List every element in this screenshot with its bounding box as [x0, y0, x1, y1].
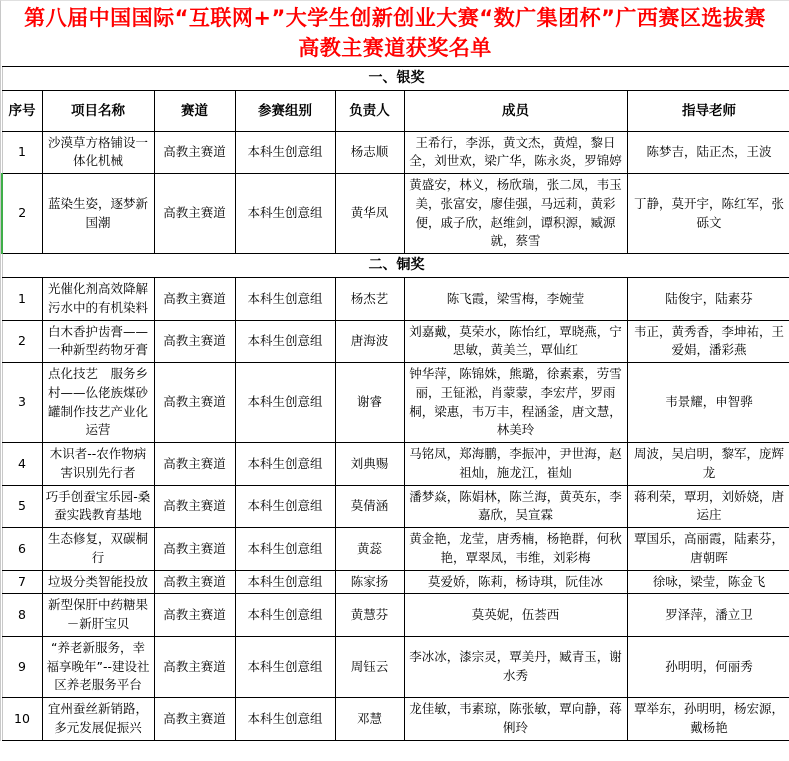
members-cell: 钟华萍，陈锦姝，熊璐，徐素素，劳雪丽，王钲淞，肖蒙蒙，李宏芹，罗雨桐，梁惠，韦万丰，程涵釜，唐文慧，林美玲 — [404, 363, 627, 443]
table-row — [2, 570, 789, 594]
track-cell: 高教主赛道 — [154, 443, 235, 486]
teachers-cell: 陆俊宇，陆素芬 — [627, 278, 789, 321]
members-cell: 黄金艳，龙莹，唐秀楠，杨艳群，何秋艳，覃翠凤，韦维，刘彩梅 — [404, 528, 627, 571]
project-name-cell: 垃圾分类智能投放 — [42, 570, 154, 594]
column-header: 指导老师 — [627, 90, 789, 131]
group-cell: 本科生创意组 — [235, 363, 335, 443]
document-title-line2: 高教主赛道获奖名单 — [298, 35, 492, 60]
leader-cell: 杨志顺 — [335, 131, 404, 174]
row-no-cell: 2 — [2, 320, 42, 363]
leader-cell: 邓慧 — [335, 698, 404, 741]
members-cell: 李冰冰，漆宗灵，覃美丹，臧青玉，谢水秀 — [404, 636, 627, 697]
project-name-cell: 生态修复，双碳桐行 — [42, 528, 154, 571]
section-row — [2, 254, 789, 278]
group-cell: 本科生创意组 — [235, 594, 335, 637]
leader-cell: 刘典赐 — [335, 443, 404, 486]
leader-cell: 莫倩涵 — [335, 485, 404, 528]
row-no-cell: 9 — [2, 636, 42, 697]
track-cell: 高教主赛道 — [154, 570, 235, 594]
column-header: 成员 — [404, 90, 627, 131]
project-name-cell: 点化技艺 服务乡村——仫佬族煤砂罐制作技艺产业化运营 — [42, 363, 154, 443]
members-cell: 龙佳敏，韦素琼，陈张敏，覃向静，蒋俐玲 — [404, 698, 627, 741]
members-cell: 莫英妮，伍荟西 — [404, 594, 627, 637]
teachers-cell: 孙明明，何丽秀 — [627, 636, 789, 697]
leader-cell: 黄蕊 — [335, 528, 404, 571]
group-cell: 本科生创意组 — [235, 443, 335, 486]
column-header: 序号 — [2, 90, 42, 131]
leader-cell: 陈家扬 — [335, 570, 404, 594]
group-cell: 本科生创意组 — [235, 636, 335, 697]
section-row — [2, 66, 789, 90]
table-row — [2, 320, 789, 363]
group-cell: 本科生创意组 — [235, 174, 335, 254]
column-header: 负责人 — [335, 90, 404, 131]
row-no-cell: 8 — [2, 594, 42, 637]
teachers-cell: 徐咏，梁莹，陈金飞 — [627, 570, 789, 594]
column-header-row — [2, 90, 789, 131]
project-name-cell: 巧手创蚕宝乐园-桑蚕实践教育基地 — [42, 485, 154, 528]
group-cell: 本科生创意组 — [235, 131, 335, 174]
teachers-cell: 蒋利荣，覃玥，刘娇娆，唐运庄 — [627, 485, 789, 528]
leader-cell: 谢睿 — [335, 363, 404, 443]
table-row — [2, 131, 789, 174]
teachers-cell: 丁静，莫开宇，陈红军，张砾文 — [627, 174, 789, 254]
leader-cell: 唐海波 — [335, 320, 404, 363]
members-cell: 刘嘉戴，莫荣水，陈怡红，覃晓燕，宁思敏，黄美兰，覃仙红 — [404, 320, 627, 363]
table-row — [2, 594, 789, 637]
column-header: 参赛组别 — [235, 90, 335, 131]
project-name-cell: 宜州蚕丝新销路，多元发展促振兴 — [42, 698, 154, 741]
award-table-body — [2, 66, 789, 740]
group-cell: 本科生创意组 — [235, 698, 335, 741]
track-cell: 高教主赛道 — [154, 528, 235, 571]
award-table — [1, 66, 789, 741]
group-cell: 本科生创意组 — [235, 528, 335, 571]
table-row — [2, 443, 789, 486]
track-cell: 高教主赛道 — [154, 174, 235, 254]
row-no-cell: 5 — [2, 485, 42, 528]
table-row — [2, 698, 789, 741]
track-cell: 高教主赛道 — [154, 131, 235, 174]
group-cell: 本科生创意组 — [235, 320, 335, 363]
project-name-cell: 白木香护齿膏——一种新型药物牙膏 — [42, 320, 154, 363]
row-no-cell: 1 — [2, 131, 42, 174]
project-name-cell: 光催化剂高效降解污水中的有机染料 — [42, 278, 154, 321]
track-cell: 高教主赛道 — [154, 485, 235, 528]
column-header: 赛道 — [154, 90, 235, 131]
teachers-cell: 覃国乐，高丽霞，陆素芬，唐朝晖 — [627, 528, 789, 571]
members-cell: 黄盛安，林义，杨欣瑞，张二凤，韦玉美，张富安，廖佳强，马远莉，黄彩便，戚子欣，赵维剑，谭积源，臧源就，蔡雪 — [404, 174, 627, 254]
group-cell: 本科生创意组 — [235, 485, 335, 528]
members-cell: 马铭凤，郑海鹏，李振冲，尹世海，赵祖灿，施龙江，崔灿 — [404, 443, 627, 486]
members-cell: 潘梦焱，陈娟林，陈兰海，黄英东，李嘉欣，吴宣霖 — [404, 485, 627, 528]
project-name-cell: “养老新服务，幸福享晚年”--建设社区养老服务平台 — [42, 636, 154, 697]
project-name-cell: 蓝染生姿，逐梦新国潮 — [42, 174, 154, 254]
track-cell: 高教主赛道 — [154, 278, 235, 321]
table-row — [2, 636, 789, 697]
section-header: 二、铜奖 — [2, 254, 789, 278]
row-no-cell: 6 — [2, 528, 42, 571]
table-row — [2, 363, 789, 443]
leader-cell: 黄华凤 — [335, 174, 404, 254]
members-cell: 陈飞霞，梁雪梅，李婉莹 — [404, 278, 627, 321]
table-row — [2, 485, 789, 528]
table-row — [2, 174, 789, 254]
teachers-cell: 周波，吴启明，黎军，庞辉龙 — [627, 443, 789, 486]
leader-cell: 周钰云 — [335, 636, 404, 697]
members-cell: 莫爱娇，陈莉，杨诗琪，阮佳冰 — [404, 570, 627, 594]
section-header: 一、银奖 — [2, 66, 789, 90]
track-cell: 高教主赛道 — [154, 698, 235, 741]
track-cell: 高教主赛道 — [154, 363, 235, 443]
project-name-cell: 沙漠草方格铺设一体化机械 — [42, 131, 154, 174]
document-title-line1: 第八届中国国际“互联网+”大学生创新创业大赛“数广集团杯”广西赛区选拔赛 — [24, 6, 766, 30]
track-cell: 高教主赛道 — [154, 594, 235, 637]
document-title — [1, 1, 789, 66]
row-no-cell: 3 — [2, 363, 42, 443]
leader-cell: 杨杰艺 — [335, 278, 404, 321]
table-row — [2, 278, 789, 321]
project-name-cell: 新型保肝中药糖果－新肝宝贝 — [42, 594, 154, 637]
group-cell: 本科生创意组 — [235, 570, 335, 594]
table-row — [2, 528, 789, 571]
members-cell: 王希行，李泺，黄文杰，黄煌，黎日全，刘世欢，梁广华，陈永炎，罗锦婷 — [404, 131, 627, 174]
column-header: 项目名称 — [42, 90, 154, 131]
group-cell: 本科生创意组 — [235, 278, 335, 321]
teachers-cell: 韦景耀，申智骅 — [627, 363, 789, 443]
teachers-cell: 覃举东，孙明明，杨宏源，戴杨艳 — [627, 698, 789, 741]
track-cell: 高教主赛道 — [154, 636, 235, 697]
teachers-cell: 罗泽萍，潘立卫 — [627, 594, 789, 637]
project-name-cell: 木识者--农作物病害识别先行者 — [42, 443, 154, 486]
row-no-cell: 4 — [2, 443, 42, 486]
row-no-cell: 1 — [2, 278, 42, 321]
row-no-cell: 10 — [2, 698, 42, 741]
row-no-cell: 2 — [2, 174, 42, 254]
leader-cell: 黄慧芬 — [335, 594, 404, 637]
teachers-cell: 韦正，黄秀香，李坤祐，王爱娟，潘彩燕 — [627, 320, 789, 363]
row-no-cell: 7 — [2, 570, 42, 594]
track-cell: 高教主赛道 — [154, 320, 235, 363]
teachers-cell: 陈梦吉，陆正杰，王波 — [627, 131, 789, 174]
